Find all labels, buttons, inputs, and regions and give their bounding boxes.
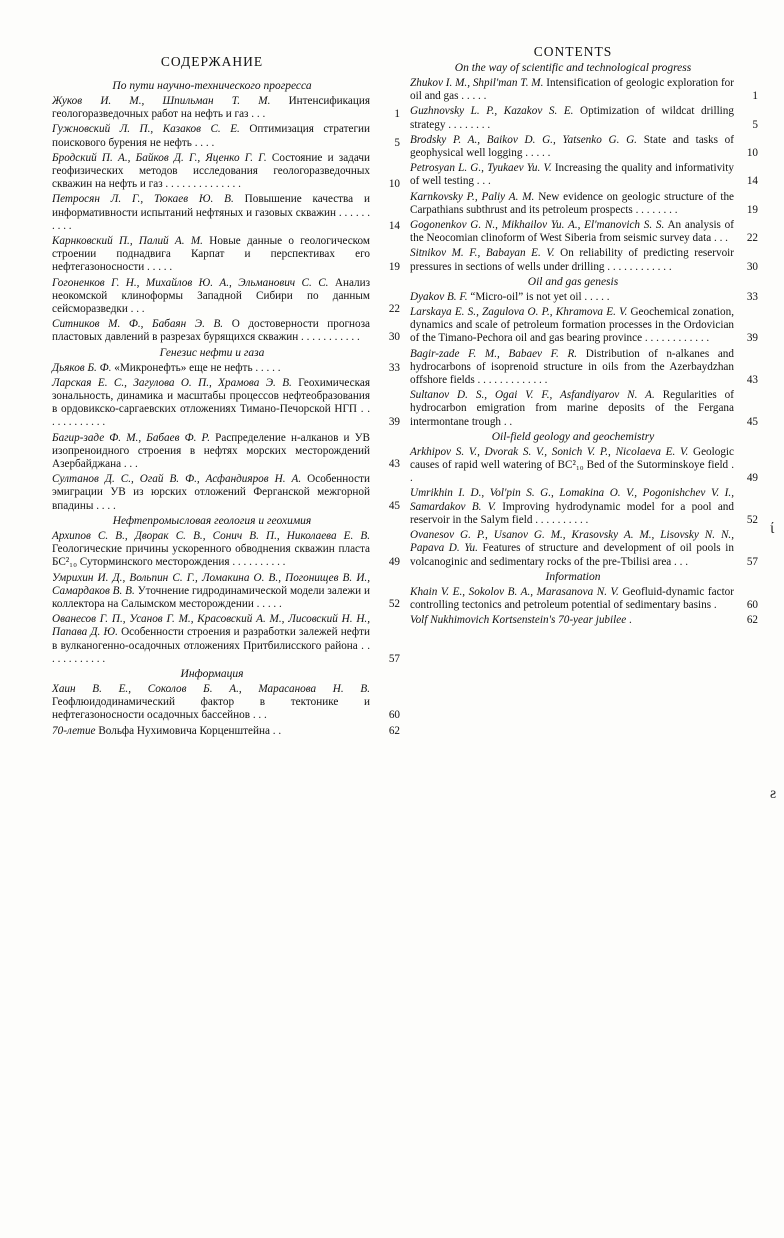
entry-page-number: 49 — [388, 556, 400, 569]
margin-scan-mark-lower: ƨ — [770, 785, 777, 802]
entry-page-number: 19 — [388, 261, 400, 274]
entry-authors: Bagir-zade F. M., Babaev F. R. — [410, 347, 578, 360]
entry-authors: Гужновский Л. П., Казаков С. Е. — [52, 123, 240, 136]
entry-title: Regularities of hydrocarbon emigration from marine deposits of the Fergana intermontane trough . . — [410, 389, 734, 428]
toc-entry[interactable] — [410, 306, 758, 346]
entry-authors: Ованесов Г. П., Усанов Г. М., Красовский А. М., Лисовский Н. Н., Папава Д. Ю. — [52, 613, 370, 639]
entry-authors: Петросян Л. Г., Тюкаев Ю. В. — [52, 193, 234, 206]
entry-title: An analysis of the Neocomian clinoform of West Siberia from seismic survey data . . . — [410, 219, 734, 245]
entry-title: Features of structure and development of oil pools in volcanoginic and sedimentary rocks of the pre-Tbilisi area . . . — [410, 542, 734, 568]
entry-authors: Khain V. E., Sokolov B. A., Marasanova N. V. — [410, 585, 619, 598]
toc-entry[interactable] — [52, 376, 400, 430]
entry-title: Особенности эмиграции УВ из юрских отложений Ферганской межгорной впадины . . . . — [52, 473, 370, 512]
toc-section — [410, 62, 758, 274]
toc-entry[interactable] — [52, 276, 400, 317]
toc-entry[interactable] — [52, 529, 400, 570]
entry-title: Geologic causes of rapid well watering of BC²₁₀ Bed of the Sutorminskoye field . . — [410, 445, 735, 485]
toc-entry[interactable] — [410, 190, 758, 217]
entry-page-number: 39 — [388, 416, 400, 429]
entry-title: Геохимическая зональность, динамика и масштабы процессов нефтеобразования в ордовикско-саргаевских отложениях Тимано-Печорской НГП . . . . . . . . . . . . — [52, 376, 370, 429]
entry-authors: Ситников М. Ф., Бабаян Э. В. — [52, 318, 224, 331]
toc-entry[interactable] — [410, 77, 758, 103]
entry-authors: Жуков И. М., Шпильман Т. М. — [52, 95, 271, 107]
toc-entry[interactable] — [410, 614, 758, 627]
toc-section — [52, 667, 400, 738]
entry-page-number: 43 — [388, 458, 400, 471]
entry-page-number: 33 — [746, 290, 758, 303]
entry-title: Состояние и задачи геофизических методов исследования геологоразведочных скважин на нефть и газ . . . . . . . . . . . . . . — [52, 151, 371, 191]
toc-entry[interactable] — [52, 361, 400, 375]
entry-authors: Султанов Д. С., Огай В. Ф., Асфандияров Н. А. — [52, 473, 302, 486]
entry-authors: Arkhipov S. V., Dvorak S. V., Sonich V. P., Nicolaeva E. V. — [410, 445, 689, 458]
entry-page-number: 10 — [746, 147, 758, 160]
toc-entry[interactable] — [52, 95, 400, 121]
toc-entry[interactable] — [410, 162, 758, 188]
english-sections — [410, 62, 758, 627]
entry-page-number: 43 — [746, 374, 758, 387]
entry-page-number: 1 — [394, 108, 400, 121]
entry-authors: Gogonenkov G. N., Mikhailov Yu. A., El'manovich S. S. — [410, 219, 665, 232]
toc-entry[interactable] — [52, 151, 400, 192]
entry-title: Geochemical zonation, dynamics and scale of petroleum formation processes in the Ordovician of the Timano-Pechora oil and gas bearing province . . . . . . . . . . . . — [410, 306, 734, 345]
entry-page-number: 33 — [388, 361, 400, 374]
entry-authors: Brodsky P. A., Baikov D. G., Yatsenko G. G. — [410, 133, 637, 146]
entry-authors: Багир-заде Ф. М., Бабаев Ф. Р. — [52, 431, 211, 444]
entry-page-number: 1 — [752, 90, 758, 103]
entry-authors: Larskaya E. S., Zagulova O. P., Khramova E. V. — [410, 306, 628, 319]
toc-entry[interactable] — [52, 571, 400, 612]
entry-title: Геофлюидодинамический фактор в тектонике и нефтегазоносности осадочных бассейнов . . . — [52, 696, 370, 722]
entry-page-number: 60 — [746, 598, 758, 611]
toc-entry[interactable] — [410, 585, 758, 612]
entry-page-number: 52 — [388, 597, 400, 610]
entry-page-number: 62 — [746, 614, 758, 627]
entry-authors: Архипов С. В., Дворак С. В., Сонич В. П., Николаева Е. В. — [52, 529, 370, 542]
english-contents-heading: CONTENTS — [533, 44, 613, 59]
entry-page-number: 10 — [388, 178, 400, 191]
entry-page-number: 14 — [746, 175, 758, 188]
toc-entry[interactable] — [52, 235, 400, 275]
toc-entry[interactable] — [410, 347, 758, 388]
toc-entry[interactable] — [52, 193, 400, 233]
section-title: По пути научно-технического прогресса — [112, 80, 312, 92]
toc-entry[interactable] — [52, 613, 400, 666]
entry-title: Уточнение гидродинамической модели залежи и коллектора на Салымском месторождении . . . . . — [52, 584, 370, 610]
section-title: Информация — [180, 667, 244, 680]
toc-entry[interactable] — [410, 290, 758, 304]
entry-authors: Sultanov D. S., Ogai V. F., Asfandiyarov N. A. — [410, 389, 655, 402]
entry-title: Геологические причины ускоренного обводнения скважин пласта БС²₁₀ Суторминского месторождения . . . . . . . . . . — [52, 543, 370, 569]
entry-title: Improving hydrodynamic model for a pool and reservoir in the Salym field . . . . . . . . . . — [410, 500, 734, 526]
entry-title: Особенности строения и разработки залежей нефти в вулканогенно-осадочных отложениях Притбилисского района . . . . . . . . . . . . — [52, 626, 370, 665]
english-contents-column — [410, 40, 758, 629]
toc-section — [410, 430, 758, 569]
entry-title: State and tasks of geophysical well logging . . . . . — [410, 133, 735, 160]
toc-entry[interactable] — [410, 219, 758, 245]
entry-page-number: 22 — [388, 303, 400, 316]
entry-page-number: 14 — [388, 219, 400, 232]
toc-entry[interactable] — [52, 682, 400, 723]
entry-page-number: 39 — [746, 332, 758, 345]
toc-entry[interactable] — [52, 724, 400, 738]
toc-entry[interactable] — [52, 318, 400, 344]
entry-title: Распределение н-алканов и УВ изопреноидного строения в нефтях морских месторождений Азербайджана . . . — [52, 431, 371, 471]
entry-page-number: 19 — [746, 203, 758, 216]
entry-authors: 70-летие — [52, 724, 96, 737]
entry-page-number: 22 — [746, 232, 758, 245]
entry-title: Intensification of geologic exploration for oil and gas . . . . . — [410, 77, 734, 103]
entry-page-number: 30 — [746, 260, 758, 273]
entry-title: . — [628, 614, 632, 627]
toc-entry[interactable] — [410, 487, 758, 527]
entry-page-number: 49 — [746, 472, 758, 485]
entry-title: Вольфа Нухимовича Корценштейна . . — [98, 724, 282, 737]
entry-authors: Volf Nukhimovich Kortsenstein's 70-year jubilee — [410, 614, 627, 627]
entry-authors: Sitnikov M. F., Babayan E. V. — [410, 247, 555, 260]
toc-entry[interactable] — [410, 529, 758, 569]
entry-authors: Karnkovsky P., Paliy A. M. — [410, 190, 535, 203]
entry-authors: Карнковский П., Палий А. М. — [52, 235, 203, 248]
entry-authors: Petrosyan L. G., Tyukaev Yu. V. — [410, 162, 552, 175]
toc-section — [410, 570, 758, 628]
russian-sections — [52, 80, 400, 738]
entry-page-number: 5 — [394, 136, 400, 149]
entry-page-number: 62 — [388, 724, 400, 737]
entry-page-number: 5 — [752, 118, 758, 131]
entry-title: Distribution of n-alkanes and hydrocarbons of isoprenoid structure in oils from the Azerbaydzhan offshore fields . . . . . . . . . . . . . — [410, 347, 734, 387]
entry-page-number: 45 — [388, 499, 400, 512]
toc-entry[interactable] — [410, 389, 758, 429]
entry-title: Новые данные о геологическом строении поднадвига Карпат и перспективах его нефтегазоносности . . . . . — [52, 235, 370, 274]
entry-page-number: 52 — [746, 513, 758, 526]
entry-title: О достоверности прогноза пластовых давлений в разрезах бурящихся скважин . . . . . . . . . . . — [52, 318, 371, 344]
toc-entry[interactable] — [410, 247, 758, 273]
toc-entry[interactable] — [410, 445, 758, 486]
entry-title: Интенсификация геологоразведочных работ на нефть и газ . . . — [52, 95, 371, 121]
entry-title: «Микронефть» еще не нефть . . . . . — [114, 361, 281, 374]
toc-section — [52, 514, 400, 666]
entry-authors: Бродский П. А., Байков Д. Г., Яценко Г. Г. — [52, 151, 267, 164]
entry-authors: Ларская Е. С., Загулова О. П., Храмова Э. В. — [52, 376, 292, 389]
entry-authors: Умрихин И. Д., Вольпин С. Г., Ломакина О. В., Погонищев В. И., Самардаков В. В. — [52, 571, 370, 597]
section-title: Нефтепромысловая геология и геохимия — [112, 514, 312, 527]
entry-authors: Ovanesov G. P., Usanov G. M., Krasovsky A. M., Lisovsky N. N., Papava D. Yu. — [410, 529, 734, 555]
toc-entry[interactable] — [410, 133, 758, 160]
toc-section — [52, 80, 400, 345]
toc-entry[interactable] — [52, 473, 400, 513]
section-title: On the way of scientific and technological progress — [454, 62, 692, 74]
section-title: Information — [545, 570, 601, 583]
toc-entry[interactable] — [410, 105, 758, 131]
entry-authors: Zhukov I. M., Shpil'man T. M. — [410, 77, 544, 89]
entry-authors: Дьяков Б. Ф. — [52, 361, 112, 374]
entry-title: Optimization of wildcat drilling strategy . . . . . . . . — [410, 105, 734, 131]
section-title: Oil and gas genesis — [527, 275, 619, 288]
section-title: Oil-field geology and geochemistry — [491, 430, 655, 443]
entry-title: Оптимизация стратегии поискового бурения не нефть . . . . — [52, 123, 371, 149]
entry-authors: Dyakov B. F. — [410, 290, 468, 303]
entry-page-number: 60 — [388, 709, 400, 722]
entry-title: “Micro-oil” is not yet oil . . . . . — [470, 290, 610, 303]
entry-page-number: 30 — [388, 331, 400, 344]
russian-contents-heading: СОДЕРЖАНИЕ — [160, 54, 264, 69]
entry-authors: Guzhnovsky L. P., Kazakov S. E. — [410, 105, 574, 118]
toc-entry[interactable] — [52, 123, 400, 149]
entry-page-number: 57 — [388, 652, 400, 665]
section-title: Генезис нефти и газа — [159, 346, 265, 359]
entry-authors: Гогоненков Г. Н., Михайлов Ю. А., Эльманович С. С. — [52, 276, 329, 289]
entry-title: On reliability of predicting reservoir pressures in sections of wells under drilling . . . . . . . . . . . . — [410, 247, 735, 273]
entry-title: Geofluid-dynamic factor controlling tectonics and petroleum potential of sedimentary basins . — [410, 585, 734, 611]
toc-section — [410, 275, 758, 429]
entry-title: Анализ неокомской клиноформы Западной Сибири по данным сейсморазведки . . . — [52, 276, 370, 316]
entry-authors: Umrikhin I. D., Vol'pin S. G., Lomakina O. V., Pogonishchev V. I., Samardakov B. V. — [410, 487, 734, 513]
russian-contents-column — [52, 40, 400, 740]
toc-entry[interactable] — [52, 431, 400, 472]
entry-title: Повышение качества и информативности испытаний нефтяных и газовых скважин . . . . . . . . . . — [52, 193, 371, 232]
entry-authors: Хаин В. Е., Соколов Б. А., Марасанова Н. В. — [52, 682, 370, 695]
entry-page-number: 57 — [746, 555, 758, 568]
entry-title: New evidence on geologic structure of the Carpathians subthrust and its petroleum prospects . . . . . . . . — [410, 190, 735, 216]
entry-page-number: 45 — [746, 415, 758, 428]
toc-section — [52, 346, 400, 513]
margin-scan-mark: ί — [770, 520, 775, 537]
entry-title: Increasing the quality and informativity of well testing . . . — [410, 162, 734, 188]
